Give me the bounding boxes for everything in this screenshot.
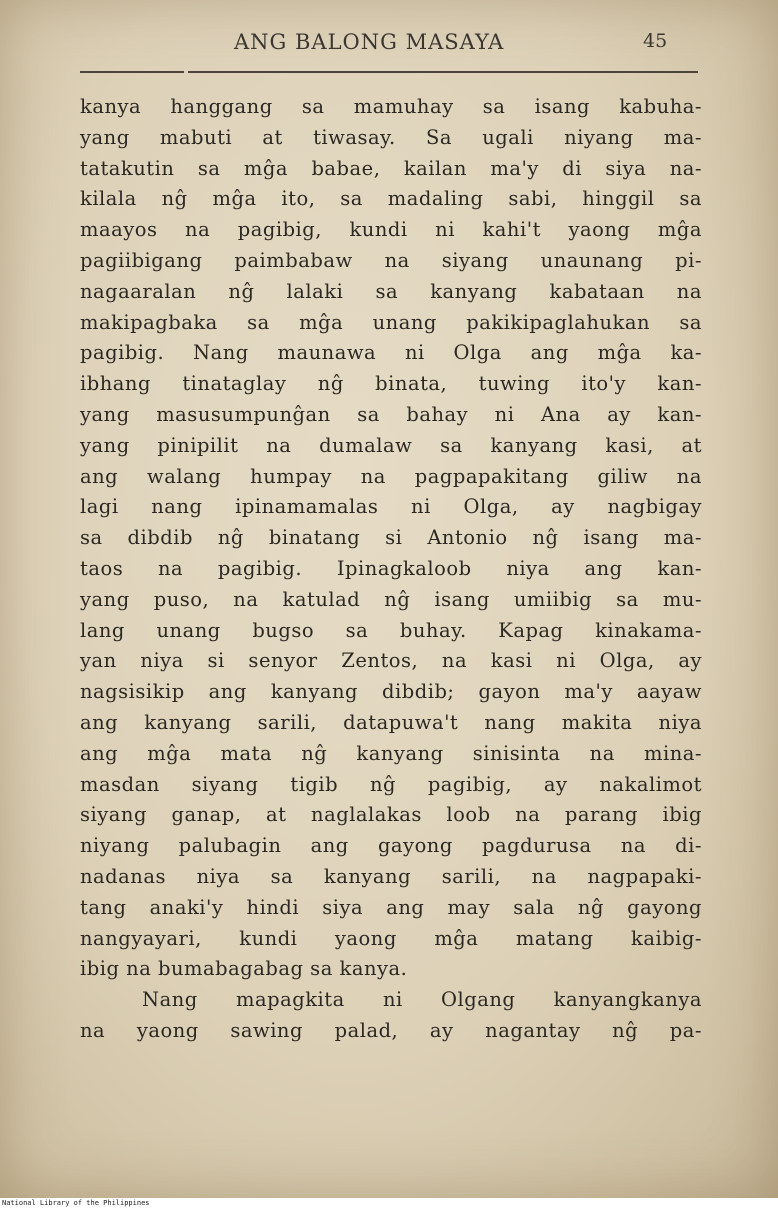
library-credit: National Library of the Philippines (2, 1199, 150, 1207)
text-line: ang kanyang sarili, datapuwa't nang makita niya (80, 710, 702, 734)
header-rule-right (188, 71, 698, 73)
text-line: makipagbaka sa mĝa unang pakikipaglahukan sa (80, 310, 702, 334)
text-line: yan niya si senyor Zentos, na kasi ni Olga, ay (80, 649, 702, 673)
text-line: ang walang humpay na pagpapakitang giliw na (80, 464, 702, 488)
text-line: pagiibigang paimbabaw na siyang unaunang pi- (80, 248, 702, 272)
text-line: Nang mapagkita ni Olgang kanyangkanya (142, 988, 702, 1012)
text-line: nagaaralan nĝ lalaki sa kanyang kabataan na (80, 279, 702, 303)
text-line: nagsisikip ang kanyang dibdib; gayon ma'y aayaw (80, 680, 702, 704)
text-line: kanya hanggang sa mamuhay sa isang kabuha- (80, 95, 702, 118)
running-title: ANG BALONG MASAYA (234, 30, 505, 54)
text-line: siyang ganap, at naglalakas loob na parang ibig (80, 803, 702, 827)
text-line: sa dibdib nĝ binatang si Antonio nĝ isang ma- (80, 526, 702, 550)
text-line: masdan siyang tigib nĝ pagibig, ay nakalimot (80, 772, 702, 796)
text-line: nadanas niya sa kanyang sarili, na nagpapaki- (80, 864, 702, 888)
text-line: lagi nang ipinamamalas ni Olga, ay nagbigay (80, 495, 702, 519)
text-line: taos na pagibig. Ipinagkaloob niya ang kan- (80, 556, 702, 580)
text-line: maayos na pagibig, kundi ni kahi't yaong mĝa (80, 218, 702, 242)
text-line: pagibig. Nang maunawa ni Olga ang mĝa ka- (80, 341, 702, 365)
text-line: niyang palubagin ang gayong pagdurusa na di- (80, 834, 702, 858)
text-line: yang mabuti at tiwasay. Sa ugali niyang ma- (80, 125, 702, 149)
text-line: yang puso, na katulad nĝ isang umiibig sa mu- (80, 587, 702, 611)
text-line: kilala nĝ mĝa ito, sa madaling sabi, hinggil sa (80, 187, 702, 211)
header-rule-left (80, 71, 184, 73)
page-number: 45 (643, 30, 668, 52)
text-line: lang unang bugso sa buhay. Kapag kinakama- (80, 618, 702, 642)
text-line: na yaong sawing palad, ay nagantay nĝ pa- (80, 1018, 702, 1042)
text-line: ibhang tinataglay nĝ binata, tuwing ito'y kan- (80, 372, 702, 396)
text-line: yang pinipilit na dumalaw sa kanyang kasi, at (80, 433, 702, 457)
text-line: nangyayari, kundi yaong mĝa matang kaibig- (80, 926, 702, 950)
text-line: ang mĝa mata nĝ kanyang sinisinta na mina- (80, 741, 702, 765)
body-text (80, 92, 702, 1047)
text-line: ibig na bumabagabag sa kanya. (80, 957, 408, 981)
text-line: tang anaki'y hindi siya ang may sala nĝ gayong (80, 895, 702, 919)
text-line: tatakutin sa mĝa babae, kailan ma'y di siya na- (80, 156, 702, 180)
text-line: yang masusumpunĝan sa bahay ni Ana ay kan- (80, 402, 702, 426)
